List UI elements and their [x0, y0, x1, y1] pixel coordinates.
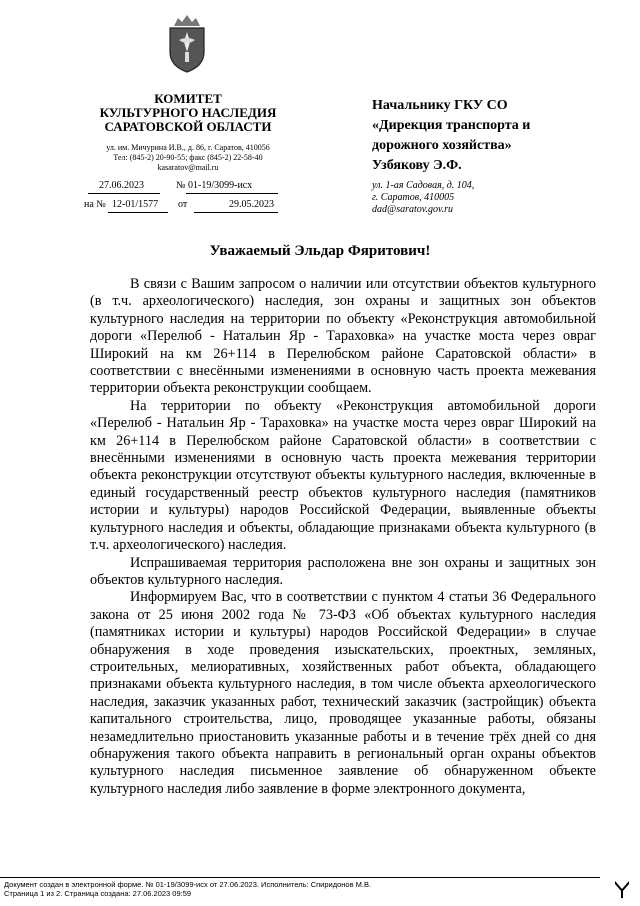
org-line: САРАТОВСКОЙ ОБЛАСТИ — [104, 119, 272, 134]
registration-number: 01-19/3099-исх — [188, 180, 253, 191]
recipient-address — [372, 180, 602, 216]
date-underline — [88, 193, 160, 194]
footer-line-1: Документ создан в электронной форме. № 01-19/3099-исх от 27.06.2023. Исполнитель: Спиридонов М.В. — [4, 880, 372, 889]
recipient-line: «Дирекция транспорта и — [372, 118, 531, 133]
reference-number: 12-01/1577 — [112, 199, 159, 210]
reference-number-underline — [108, 212, 168, 213]
number-underline — [186, 193, 278, 194]
reference-date: 29.05.2023 — [229, 199, 274, 210]
footer-divider — [0, 877, 600, 878]
recipient-block — [372, 96, 622, 176]
organization-name — [88, 92, 288, 134]
footer-line-2: Страница 1 из 2. Страница создана: 27.06.2023 09:59 — [4, 889, 192, 898]
qr-code-icon — [612, 878, 632, 900]
recipient-address-line: г. Саратов, 410005 — [372, 192, 455, 203]
reference-from-label: от — [178, 199, 188, 210]
paragraph: Испрашиваемая территория расположена вне зон охраны и защитных зон объектов культурного наследия. — [90, 554, 596, 588]
registration-date: 27.06.2023 — [99, 180, 144, 191]
paragraph: Информируем Вас, что в соответствии с пунктом 4 статьи 36 Федерального закона от 25 июня 2002 года № 73-ФЗ «Об объектах культурного наследия (памятниках истории и культуры) народов Российской Федерации» в случае обнаружения в ходе проведения изыскательских, проектных, земляных, строительных, мелиоративных, хозяйственных работ объекта, обладающего признаками объекта культурного наследия, в том числе объекта археологического наследия, заказчик указанных работ, технический заказчик (застройщик) объекта капитального строительства, лицо, проводящее указанные работы, обязаны незамедлительно приостановить указанные работы и в течение трёх дней со дня обнаружения такого объекта направить в региональный орган охраны объектов культурного наследия письменное заявление об обнаруженном объекте культурного наследия либо заявление в форме электронного документа, — [90, 589, 596, 797]
greeting: Уважаемый Эльдар Фяритович! — [209, 243, 431, 259]
org-line: КУЛЬТУРНОГО НАСЛЕДИЯ — [99, 105, 277, 120]
organization-address — [88, 143, 288, 173]
recipient-email: dad@saratov.gov.ru — [372, 204, 454, 215]
reference-date-underline — [194, 212, 278, 213]
org-line: КОМИТЕТ — [154, 91, 222, 106]
registration-number-label: № — [176, 180, 186, 191]
org-address-line: ул. им. Мичурина И.В., д. 86, г. Саратов, 410056 — [106, 143, 270, 152]
letter-body — [90, 276, 596, 798]
saratov-coat-of-arms-icon — [166, 12, 208, 74]
footer — [4, 880, 371, 898]
recipient-line: Начальнику ГКУ СО — [372, 98, 508, 113]
org-address-line: Тел: (845-2) 20-90-55; факс (845-2) 22-58-40 — [113, 153, 263, 162]
reference-prefix: на № — [84, 199, 106, 210]
paragraph: В связи с Вашим запросом о наличии или отсутствии объектов культурного (в т.ч. археологического) наследия, зон охраны и защитных зон объектов культурного наследия на территории по объекту «Реконструкция автомобильной дороги «Перелюб - Натальин Яр - Тараховка» на участке моста через овраг Широкий на км 26+114 в Перелюбском районе Саратовской области» в соответствии с внесёнными изменениями в основную часть проекта межевания территории объекта реконструкции сообщаем. — [90, 276, 596, 397]
org-email: kasaratov@mail.ru — [157, 163, 219, 172]
recipient-name: Узбякову Э.Ф. — [372, 158, 462, 173]
recipient-line: дорожного хозяйства» — [372, 138, 512, 153]
recipient-address-line: ул. 1-ая Садовая, д. 104, — [372, 180, 475, 191]
paragraph: На территории по объекту «Реконструкция автомобильной дороги «Перелюб - Натальин Яр - Тараховка» на участке моста через овраг Широкий на км 26+114 в Перелюбском районе Саратовской области» в соответствии с внесёнными изменениями в основную часть проекта межевания территории объекта реконструкции отсутствуют объекты культурного наследия, включенные в единый государственный реестр объектов культурного наследия (памятников истории и культуры) народов Российской Федерации, выявленные объекты культурного наследия и объекты, обладающие признаками объекта культурного (в т.ч. археологического) наследия. — [90, 397, 596, 554]
